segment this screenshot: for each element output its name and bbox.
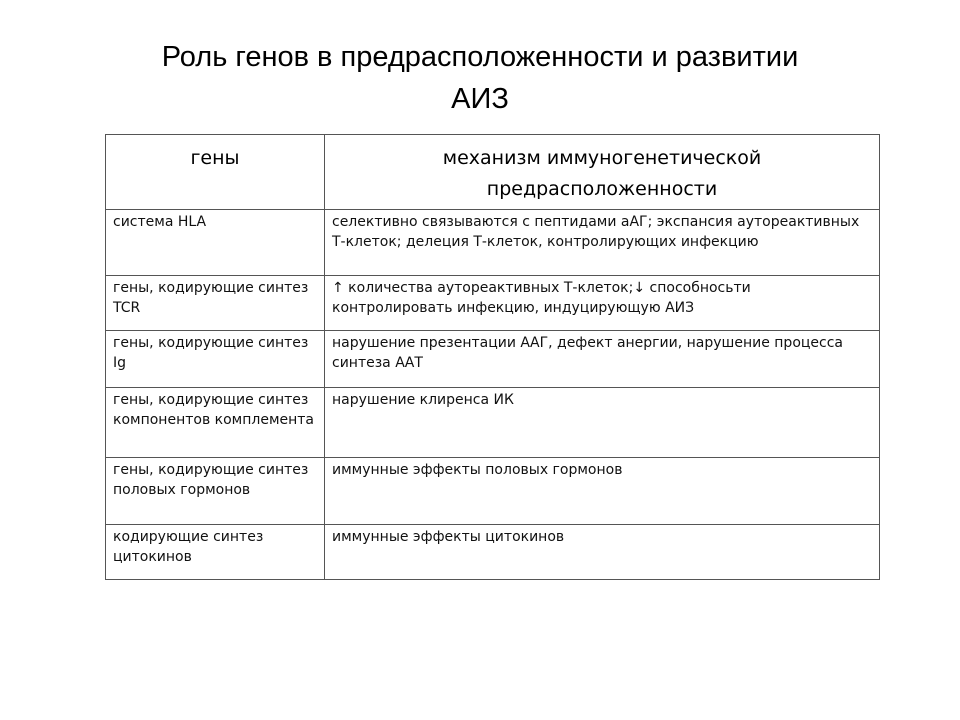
table-row bbox=[106, 458, 880, 525]
table-row bbox=[106, 210, 880, 276]
header-genes: гены bbox=[106, 135, 325, 210]
table-row bbox=[106, 331, 880, 388]
slide-title-line1: Роль генов в предрасположенности и развитии bbox=[161, 41, 799, 73]
table-row bbox=[106, 276, 880, 331]
header-mechanism bbox=[325, 135, 880, 210]
gene-cell: гены, кодирующие синтез компонентов комплемента bbox=[106, 388, 325, 458]
header-mechanism-line2: предрасположенности bbox=[486, 178, 718, 200]
slide-title-line2: АИЗ bbox=[451, 83, 509, 115]
genes-mechanism-table bbox=[105, 134, 880, 580]
table-row bbox=[106, 388, 880, 458]
gene-cell: гены, кодирующие синтез TCR bbox=[106, 276, 325, 331]
slide-title bbox=[60, 36, 900, 120]
gene-cell: система HLA bbox=[106, 210, 325, 276]
table-row bbox=[106, 525, 880, 580]
mechanism-cell: иммунные эффекты половых гормонов bbox=[325, 458, 880, 525]
gene-cell: кодирующие синтез цитокинов bbox=[106, 525, 325, 580]
mechanism-cell: иммунные эффекты цитокинов bbox=[325, 525, 880, 580]
table-header-row bbox=[106, 135, 880, 210]
gene-cell: гены, кодирующие синтез половых гормонов bbox=[106, 458, 325, 525]
header-mechanism-line1: механизм иммуногенетической bbox=[442, 147, 762, 169]
mechanism-cell: ↑ количества аутореактивных Т-клеток;↓ способносьти контролировать инфекцию, индуцирующую АИЗ bbox=[325, 276, 880, 331]
mechanism-cell: нарушение клиренса ИК bbox=[325, 388, 880, 458]
mechanism-cell: нарушение презентации ААГ, дефект анергии, нарушение процесса синтеза ААТ bbox=[325, 331, 880, 388]
gene-cell: гены, кодирующие синтез Ig bbox=[106, 331, 325, 388]
mechanism-cell: селективно связываются с пептидами аАГ; экспансия аутореактивных Т-клеток; делеция Т-клеток, контролирующих инфекцию bbox=[325, 210, 880, 276]
